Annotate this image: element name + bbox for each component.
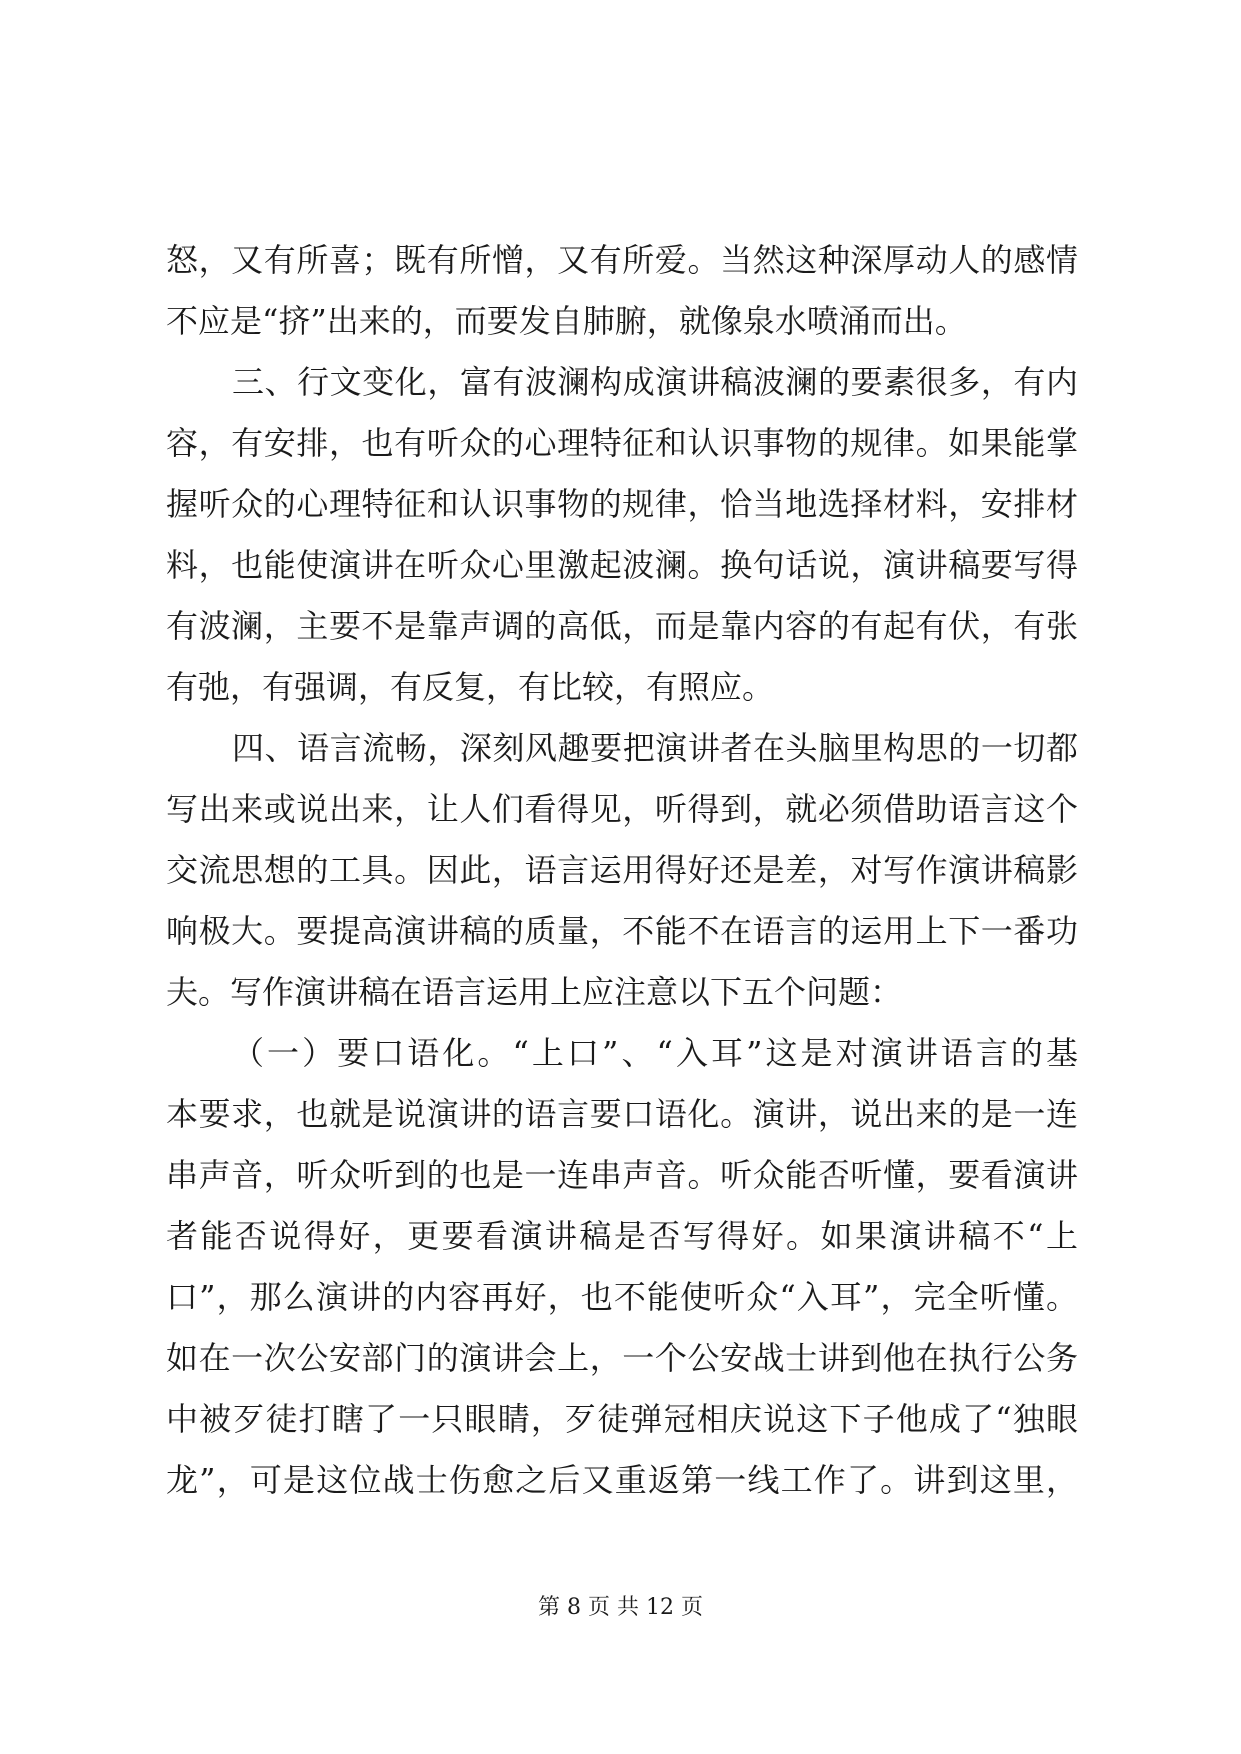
text-line: 龙”，可是这位战士伤愈之后又重返第一线工作了。讲到这里， (166, 1461, 1078, 1499)
text-line: 串声音，听众听到的也是一连串声音。听众能否听懂，要看演讲 (166, 1156, 1078, 1194)
text-line: 夫。写作演讲稿在语言运用上应注意以下五个问题： (166, 973, 903, 1011)
text-line: 怒，又有所喜；既有所憎，又有所爱。当然这种深厚动人的感情 (166, 241, 1078, 279)
text-line: 者能否说得好，更要看演讲稿是否写得好。如果演讲稿不“上 (166, 1217, 1078, 1255)
text-line: 有波澜，主要不是靠声调的高低，而是靠内容的有起有伏，有张 (166, 607, 1078, 645)
text-line: 写出来或说出来，让人们看得见，听得到，就必须借助语言这个 (166, 790, 1078, 828)
text-line: 中被歹徒打瞎了一只眼睛，歹徒弹冠相庆说这下子他成了“独眼 (166, 1400, 1078, 1438)
text-line: 握听众的心理特征和认识事物的规律，恰当地选择材料，安排材 (166, 485, 1078, 523)
text-line: 三、行文变化，富有波澜构成演讲稿波澜的要素很多，有内 (232, 363, 1078, 401)
text-line: 料，也能使演讲在听众心里激起波澜。换句话说，演讲稿要写得 (166, 546, 1078, 584)
text-line: 响极大。要提高演讲稿的质量，不能不在语言的运用上下一番功 (166, 912, 1078, 950)
text-line: 有弛，有强调，有反复，有比较，有照应。 (166, 668, 775, 706)
text-line: （一）要口语化。“上口”、“入耳”这是对演讲语言的基 (232, 1034, 1078, 1072)
page-footer: 第 8 页 共 12 页 (538, 1595, 703, 1620)
text-line: 四、语言流畅，深刻风趣要把演讲者在头脑里构思的一切都 (232, 729, 1078, 767)
text-line: 不应是“挤”出来的，而要发自肺腑，就像泉水喷涌而出。 (166, 302, 967, 340)
text-line: 本要求，也就是说演讲的语言要口语化。演讲，说出来的是一连 (166, 1095, 1078, 1133)
text-line: 交流思想的工具。因此，语言运用得好还是差，对写作演讲稿影 (166, 851, 1078, 889)
text-line: 口”，那么演讲的内容再好，也不能使听众“入耳”，完全听懂。 (166, 1278, 1078, 1316)
body-text (166, 230, 1078, 1511)
text-line: 如在一次公安部门的演讲会上，一个公安战士讲到他在执行公务 (166, 1339, 1078, 1377)
text-line: 容，有安排，也有听众的心理特征和认识事物的规律。如果能掌 (166, 424, 1078, 462)
